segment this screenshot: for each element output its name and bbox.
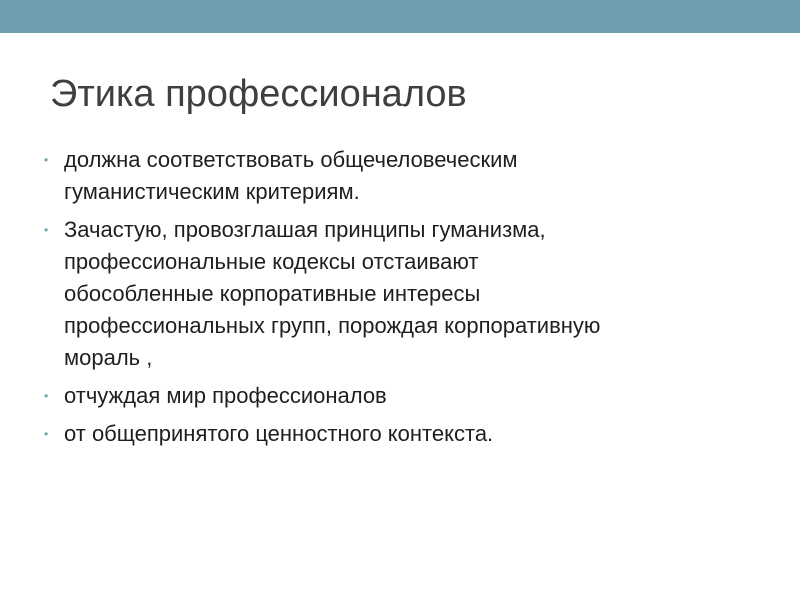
top-accent-bar [0,0,800,33]
bullet-line: гуманистическим критериям. [64,179,360,204]
bullet-line: профессиональных групп, порождая корпоративную [64,313,601,338]
bullet-item [44,214,764,374]
bullet-line: от общепринятого ценностного контекста. [64,421,494,446]
bullet-item [44,144,764,208]
bullet-line: должна соответствовать общечеловеческим [64,147,518,172]
slide-title: Этика профессионалов [50,73,467,115]
bullet-marker: • [44,389,49,403]
bullet-line: Зачастую, провозглашая принципы гуманизма, [64,217,546,242]
bullet-line: отчуждая мир профессионалов [64,383,387,408]
bullet-text [64,144,517,208]
bullet-list [44,144,764,456]
bullet-line: мораль , [64,345,153,370]
bullet-text [64,214,600,374]
bullet-marker: • [44,427,49,441]
bullet-text [64,418,493,450]
bullet-line: обособленные корпоративные интересы [64,281,481,306]
bullet-item [44,418,764,450]
bullet-marker: • [44,153,49,167]
bullet-item [44,380,764,412]
bullet-line: профессиональные кодексы отстаивают [64,249,479,274]
bullet-text [64,380,387,412]
bullet-marker: • [44,223,49,237]
